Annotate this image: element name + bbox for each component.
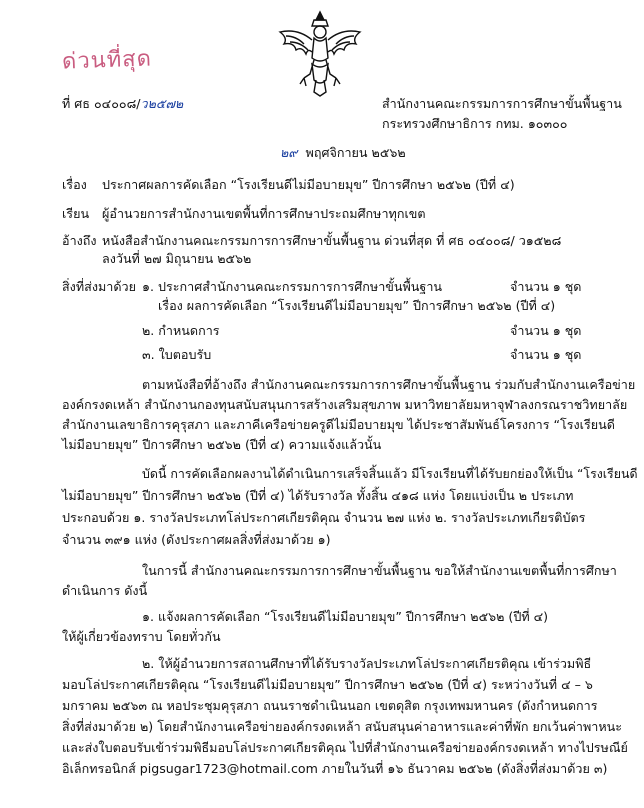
body-line: จำนวน ๓๙๑ แห่ง (ดังประกาศผลสิ่งที่ส่งมาด้วย ๑) <box>62 532 331 547</box>
letter-date <box>280 145 406 161</box>
body-line: ๑. แจ้งผลการคัดเลือก “โรงเรียนดีไม่มีอบายมุข” ปีการศึกษา ๒๕๖๒ (ปีที่ ๔) <box>142 609 549 624</box>
enclosure-1-quantity: จำนวน ๑ ชุด <box>510 279 582 294</box>
enclosure-3-quantity: จำนวน ๑ ชุด <box>510 347 582 362</box>
body-line: ให้ผู้เกี่ยวข้องทราบ โดยทั่วกัน <box>62 629 221 644</box>
date-day-handwritten: ๒๙ <box>280 145 298 160</box>
body-line: มอบโล่ประกาศเกียรติคุณ “โรงเรียนดีไม่มีอบายมุข” ปีการศึกษา ๒๕๖๒ (ปีที่ ๔) ระหว่างวันที่ ๔ – ๖ <box>62 677 593 692</box>
subject-label: เรื่อง <box>62 177 87 192</box>
reference-line-1: หนังสือสำนักงานคณะกรรมการการศึกษาขั้นพื้นฐาน ด่วนที่สุด ที่ ศธ ๐๔๐๐๘/ ว๑๕๒๘ <box>102 233 562 248</box>
subject-text: ประกาศผลการคัดเลือก “โรงเรียนดีไม่มีอบายมุข” ปีการศึกษา ๒๕๖๒ (ปีที่ ๔) <box>102 177 515 192</box>
reference-number <box>62 96 183 112</box>
body-line: ๒. ให้ผู้อำนวยการสถานศึกษาที่ได้รับรางวัลประเภทโล่ประกาศเกียรติคุณ เข้าร่วมพิธี <box>142 656 592 671</box>
body-line: ตามหนังสือที่อ้างถึง สำนักงานคณะกรรมการการศึกษาขั้นพื้นฐาน ร่วมกับสำนักงานเครือข่าย <box>142 377 636 392</box>
body-line: องค์กรงดเหล้า สำนักงานกองทุนสนับสนุนการสร้างเสริมสุขภาพ มหาวิทยาลัยมหาจุฬาลงกรณราชวิทยาลัย <box>62 397 628 412</box>
body-line: สิ่งที่ส่งมาด้วย ๒) โดยสำนักงานเครือข่ายองค์กรงดเหล้า สนับสนุนค่าอาหารและค่าที่พัก ยกเว้นค่าพาหนะ <box>62 719 623 734</box>
recipient-text: ผู้อำนวยการสำนักงานเขตพื้นที่การศึกษาประถมศึกษาทุกเขต <box>102 206 426 221</box>
body-line: ประกอบด้วย ๑. รางวัลประเภทโล่ประกาศเกียรติคุณ จำนวน ๒๗ แห่ง ๒. รางวัลประเภทเกียรติบัตร <box>62 510 586 525</box>
reference-prefix: ที่ ศธ ๐๔๐๐๘/ <box>62 96 141 111</box>
reference-handwritten-number: ว๒๕๗๒ <box>140 96 184 111</box>
body-line: บัดนี้ การคัดเลือกผลงานได้ดำเนินการเสร็จสิ้นแล้ว มีโรงเรียนที่ได้รับยกย่องให้เป็น “โรงเรียนดี <box>142 466 638 481</box>
office-address: กระทรวงศึกษาธิการ กทม. ๑๐๓๐๐ <box>382 116 568 131</box>
body-line: ไม่มีอบายมุข” ปีการศึกษา ๒๕๖๒ (ปีที่ ๔) ความแจ้งแล้วนั้น <box>62 437 382 452</box>
body-line: ดำเนินการ ดังนี้ <box>62 583 148 598</box>
date-month-year: พฤศจิกายน ๒๕๖๒ <box>305 145 406 160</box>
body-line: อิเล็กทรอนิกส์ pigsugar1723@hotmail.com ภายในวันที่ ๑๖ ธันวาคม ๒๕๖๒ (ดังสิ่งที่ส่งมาด้วย ๓) <box>62 761 608 776</box>
enclosure-2: ๒. กำหนดการ <box>142 323 220 338</box>
enclosure-2-quantity: จำนวน ๑ ชุด <box>510 323 582 338</box>
office-name: สำนักงานคณะกรรมการการศึกษาขั้นพื้นฐาน <box>382 96 622 111</box>
body-line: ในการนี้ สำนักงานคณะกรรมการการศึกษาขั้นพื้นฐาน ขอให้สำนักงานเขตพื้นที่การศึกษา <box>142 563 617 578</box>
recipient-label: เรียน <box>62 206 90 221</box>
enclosures-label: สิ่งที่ส่งมาด้วย <box>62 279 136 294</box>
body-line: สำนักงานเลขาธิการคุรุสภา และภาคีเครือข่ายครูดีไม่มีอบายมุข ได้ประชาสัมพันธ์โครงการ “โรงเรียนดี <box>62 417 615 432</box>
garuda-emblem-icon <box>270 8 370 100</box>
body-line: ไม่มีอบายมุข” ปีการศึกษา ๒๕๖๒ (ปีที่ ๔) ได้รับรางวัล ทั้งสิ้น ๔๑๘ แห่ง โดยแบ่งเป็น ๒ ประเภท <box>62 488 574 503</box>
body-line: มกราคม ๒๕๖๓ ณ หอประชุมคุรุสภา ถนนราชดำเนินนอก เขตดุสิต กรุงเทพมหานคร (ดังกำหนดการ <box>62 698 598 713</box>
body-line: และส่งใบตอบรับเข้าร่วมพิธีมอบโล่ประกาศเกียรติคุณ ไปที่สำนักงานเครือข่ายองค์กรงดเหล้า ทางไปรษณีย์ <box>62 740 628 755</box>
enclosure-3: ๓. ใบตอบรับ <box>142 347 212 362</box>
enclosure-1-line-2: เรื่อง ผลการคัดเลือก “โรงเรียนดีไม่มีอบายมุข” ปีการศึกษา ๒๕๖๒ (ปีที่ ๔) <box>158 298 556 313</box>
reference-line-2: ลงวันที่ ๒๗ มิถุนายน ๒๕๖๒ <box>102 251 252 266</box>
urgent-stamp: ด่วนที่สุด <box>61 46 153 75</box>
enclosure-1-line-1: ๑. ประกาศสำนักงานคณะกรรมการการศึกษาขั้นพื้นฐาน <box>142 279 443 294</box>
reference-label: อ้างถึง <box>62 233 97 248</box>
